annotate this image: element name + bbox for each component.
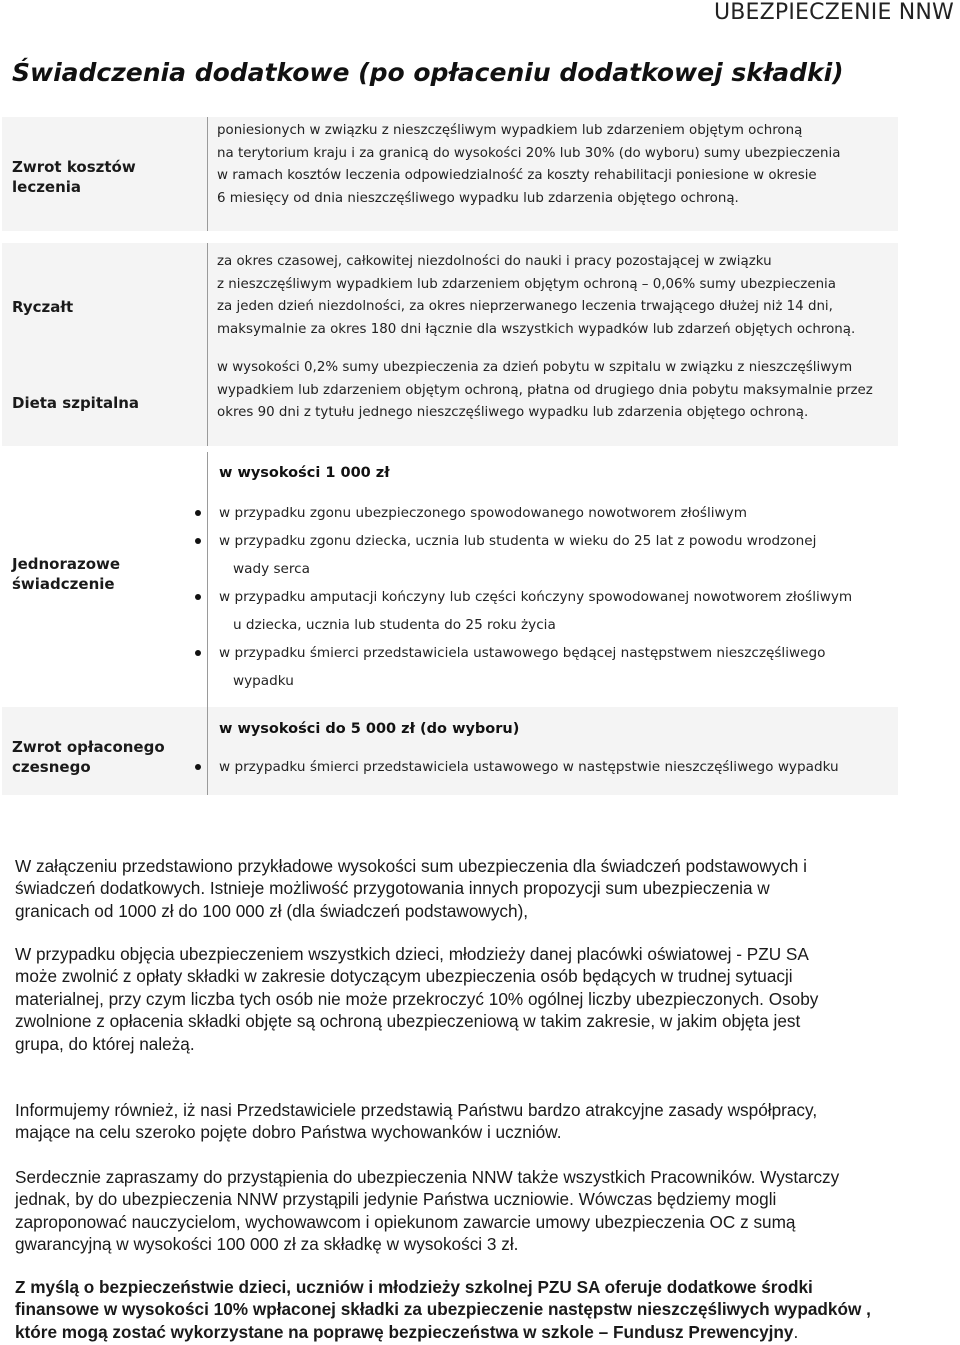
list-item-continuation: wypadku <box>233 673 294 689</box>
paragraph-line: materialnej, przy czym liczba tych osób nie może przekroczyć 10% ogólnej liczby ubezpieczonych. Osoby <box>15 988 819 1009</box>
list-item-continuation: u dziecka, ucznia lub studenta do 25 roku życia <box>233 617 556 633</box>
table-row-one-time-benefit <box>2 452 898 707</box>
paragraph-cooperation <box>15 1099 895 1144</box>
description-line: 6 miesięcy od dnia nieszczęśliwego wypadku lub zdarzenia objętego ochroną. <box>217 190 739 206</box>
list-item <box>195 527 852 583</box>
row-label-line: świadczenie <box>12 575 115 593</box>
list-item <box>195 583 852 639</box>
bullet-list <box>195 753 839 781</box>
list-item <box>195 753 839 781</box>
column-divider <box>207 243 208 446</box>
list-item-text: w przypadku zgonu ubezpieczonego spowodowanego nowotworem złośliwym <box>219 505 747 521</box>
paragraph-line: zaproponować nauczycielom, wychowawcom i opiekunom zawarcie umowy ubezpieczenia OC z sumą <box>15 1211 796 1232</box>
list-item-continuation: wady serca <box>233 561 310 577</box>
benefit-amount: w wysokości 1 000 zł <box>219 465 390 481</box>
paragraph-fee-exemption <box>15 943 895 1055</box>
row-label <box>12 554 120 594</box>
bullet-icon <box>195 650 201 656</box>
list-item <box>195 639 852 695</box>
benefit-amount: w wysokości do 5 000 zł (do wyboru) <box>219 721 520 737</box>
paragraph-line-text: które mogą zostać wykorzystane na poprawę bezpieczeństwa w szkole – Fundusz Prewencyjny <box>15 1321 794 1342</box>
row-label-line: czesnego <box>12 758 91 776</box>
paragraph-line: może zwolnić z opłaty składki w zakresie dotyczącym ubezpieczenia osób będących w trudnej sytuacji <box>15 966 793 987</box>
description-line: w ramach kosztów leczenia odpowiedzialność za koszty rehabilitacji poniesione w okresie <box>217 168 817 183</box>
bullet-icon <box>195 538 201 544</box>
column-divider <box>207 707 208 795</box>
row-label-line: Dieta szpitalna <box>12 394 140 412</box>
paragraph-line: W załączeniu przedstawiono przykładowe wysokości sum ubezpieczenia dla świadczeń podstawowych i <box>15 856 807 876</box>
bullet-list <box>195 499 852 695</box>
description-line: maksymalnie za okres 180 dni łącznie dla wszystkich wypadków lub zdarzeń objętych ochroną. <box>217 321 856 337</box>
paragraph-line: W przypadku objęcia ubezpieczeniem wszystkich dzieci, młodzieży danej placówki oświatowej - PZU SA <box>15 944 809 964</box>
description-line: na terytorium kraju i za granicą do wysokości 20% lub 30% (do wyboru) sumy ubezpieczenia <box>217 145 841 161</box>
row-description <box>217 120 840 210</box>
paragraph-line-period: . <box>793 1321 799 1342</box>
document-header: UBEZPIECZENIE NNW <box>713 0 954 25</box>
row-label-line: Jednorazowe <box>12 555 121 573</box>
description-line: za okres czasowej, całkowitej niezdolności do nauki i pracy pozostającej w związku <box>217 254 772 269</box>
column-divider <box>207 117 208 231</box>
list-item-text: w przypadku śmierci przedstawiciela ustawowego w następstwie nieszczęśliwego wypadku <box>219 759 839 775</box>
paragraph-line: finansowe w wysokości 10% wpłaconej składki za ubezpieczenie następstw nieszczęśliwych wypadków , <box>15 1299 871 1320</box>
paragraph-sum-examples <box>15 855 895 922</box>
paragraph-line: gwarancyjną w wysokości 100 000 zł za składkę w wysokości 3 zł. <box>15 1234 519 1255</box>
paragraph-line: zwolnione z opłacenia składki objęte są ochroną ubezpieczeniową w takim zakresie, w jakim objęta jest <box>15 1011 801 1032</box>
bullet-icon <box>195 764 201 770</box>
row-label-line: leczenia <box>12 178 82 196</box>
row-label <box>12 157 136 197</box>
table-block-lump-sum-hospital <box>2 243 898 446</box>
row-label-lump-sum <box>12 297 73 317</box>
paragraph-line: jednak, by do ubezpieczenia NNW przystąpili jedynie Państwa uczniowie. Wówczas będziemy mogli <box>15 1189 777 1210</box>
paragraph-line: grupa, do której należą. <box>15 1033 195 1054</box>
list-item-text: w przypadku zgonu dziecka, ucznia lub studenta w wieku do 25 lat z powodu wrodzonej <box>219 533 817 549</box>
paragraph-line: Serdecznie zapraszamy do przystąpienia do ubezpieczenia NNW także wszystkich Pracowników. Wystarczy <box>15 1167 840 1187</box>
row-label-line: Zwrot opłaconego <box>12 738 165 756</box>
list-item <box>195 499 852 527</box>
row-description-lump-sum <box>217 251 855 341</box>
row-label <box>12 737 165 777</box>
description-line: wypadkiem lub zdarzeniem objętym ochroną, płatna od drugiego dnia pobytu maksymalnie przez <box>217 382 873 398</box>
bullet-icon <box>195 594 201 600</box>
description-line: w wysokości 0,2% sumy ubezpieczenia za dzień pobytu w szpitalu w związku z nieszczęśliwym <box>217 360 853 375</box>
description-line: z nieszczęśliwym wypadkiem lub zdarzeniem objętym ochroną – 0,06% sumy ubezpieczenia <box>217 276 836 292</box>
section-title: Świadczenia dodatkowe (po opłaceniu dodatkowej składki) <box>12 58 844 87</box>
paragraph-line: granicach od 1000 zł do 100 000 zł (dla świadczeń podstawowych), <box>15 900 529 921</box>
description-line: poniesionych w związku z nieszczęśliwym wypadkiem lub zdarzeniem objętym ochroną <box>217 123 803 138</box>
paragraph-line: mające na celu szeroko pojęte dobro Państwa wychowanków i uczniów. <box>15 1122 562 1143</box>
row-label-hospital-allowance <box>12 393 139 413</box>
paragraph-line: Z myślą o bezpieczeństwie dzieci, uczniów i młodzieży szkolnej PZU SA oferuje dodatkowe środki <box>15 1277 813 1297</box>
row-label-line: Ryczałt <box>12 298 74 316</box>
paragraph-prevention-fund <box>15 1276 895 1343</box>
paragraph-line <box>15 1321 895 1343</box>
paragraph-employees-invitation <box>15 1166 895 1256</box>
table-row-tuition-refund <box>2 707 898 795</box>
description-line: okres 90 dni z tytułu jednego nieszczęśliwego wypadku lub zdarzenia objętego ochroną. <box>217 405 809 420</box>
description-line: za jeden dzień niezdolności, za okres nieprzerwanego leczenia trwającego dłużej niż 14 dni, <box>217 299 833 314</box>
list-item-text: w przypadku amputacji kończyny lub części kończyny spowodowanej nowotworem złośliwym <box>219 589 853 605</box>
paragraph-line: Informujemy również, iż nasi Przedstawiciele przedstawią Państwu bardzo atrakcyjne zasady współpracy, <box>15 1100 818 1120</box>
paragraph-line: świadczeń dodatkowych. Istnieje możliwość przygotowania innych propozycji sum ubezpieczenia w <box>15 878 770 899</box>
row-description-hospital-allowance <box>217 357 873 425</box>
bullet-icon <box>195 510 201 516</box>
row-label-line: Zwrot kosztów <box>12 158 136 176</box>
table-row-treatment-costs <box>2 117 898 231</box>
list-item-text: w przypadku śmierci przedstawiciela ustawowego będącej następstwem nieszczęśliwego <box>219 645 826 661</box>
